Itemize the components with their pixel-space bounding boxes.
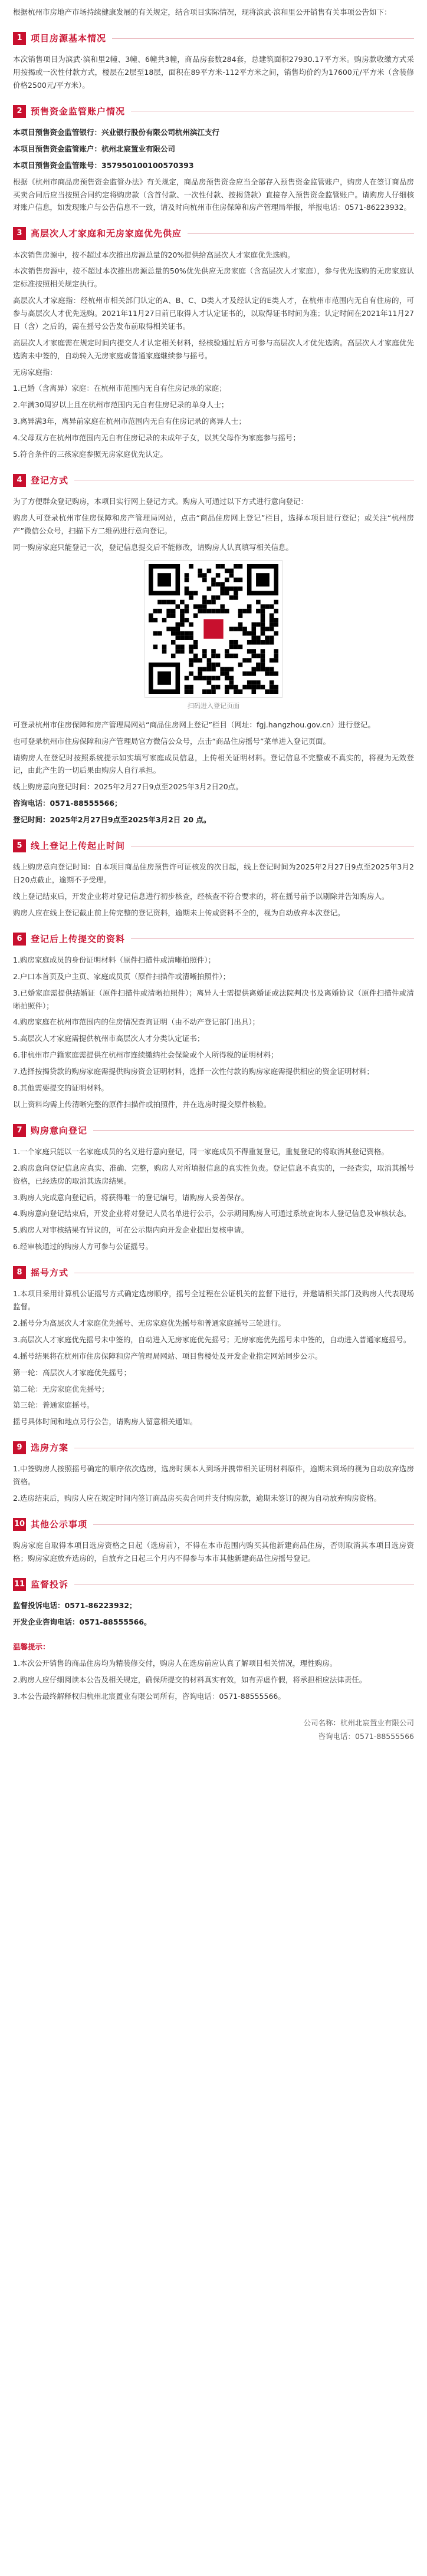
section-paragraph: 可登录杭州市住房保障和房产管理局网站“商品住房网上登记”栏目（网址：fgj.hangzhou.gov.cn）进行登记。	[13, 720, 375, 729]
section-title: 登记方式	[31, 475, 69, 486]
section-header	[13, 1440, 414, 1455]
section-paragraph: 高层次人才家庭需在规定时间内提交人才认定相关材料，经核验通过后方可参与高层次人才优先选购。高层次人才家庭优先选购未中签的，自动转入无房家庭或普通家庭继续参与摇号。	[13, 338, 414, 360]
section-paragraph: 本项目预售资金监管账号：357950100100570393	[13, 160, 194, 170]
section-header	[13, 838, 414, 854]
section-title: 登记后上传提交的资料	[31, 933, 126, 944]
qr-caption: 扫码进入登记页面	[188, 701, 239, 710]
section-paragraph: 第三轮：普通家庭摇号。	[13, 1401, 94, 1410]
section-paragraph: 2.年满30周岁以上且在杭州市范围内无自有住房记录的单身人士；	[13, 400, 229, 410]
section-paragraph: 5.符合条件的三孩家庭参照无房家庭优先认定。	[13, 449, 167, 459]
warm-tip-item: 1.本次公开销售的商品住房均为精装修交付，购房人在选房前应认真了解项目相关情况，理性购房。	[13, 1658, 337, 1668]
section-divider	[131, 938, 414, 939]
section-number-badge: 9	[13, 1441, 26, 1454]
section-2	[13, 104, 414, 215]
section-paragraph: 3.离异满3年，离异前家庭在杭州市范围内无自有住房记录的离异人士；	[13, 417, 246, 426]
section-header	[13, 31, 414, 46]
section-10	[13, 1517, 414, 1565]
section-paragraph: 1.购房家庭成员的身份证明材料（原件扫描件或清晰拍照件）；	[13, 955, 216, 964]
section-divider	[188, 233, 414, 234]
section-number-badge: 11	[13, 1578, 26, 1591]
section-title: 项目房源基本情况	[31, 32, 107, 44]
section-paragraph: 购房家庭自取得本项目选房资格之日起（选房前），不得在本市范围内购买其他新建商品住房，否则取消其本项目选房资格；购房家庭放弃选房的，自放弃之日起三个月内不得参与本市其他新建商品住房摇号登记。	[13, 1541, 414, 1563]
section-paragraph: 5.高层次人才家庭需提供杭州市高层次人才分类认定证书；	[13, 1034, 205, 1043]
section-paragraph: 3.高层次人才家庭优先摇号未中签的，自动进入无房家庭优先摇号；无房家庭优先摇号未中签的，自动进入普通家庭摇号。	[13, 1335, 411, 1344]
section-header	[13, 931, 414, 947]
section-divider	[93, 1130, 414, 1131]
section-11	[13, 1577, 414, 1629]
section-paragraph: 2.购房意向登记信息应真实、准确、完整，购房人对所填报信息的真实性负责。登记信息不真实的，一经查实，取消其摇号资格，已经选房的取消其选房结果。	[13, 1163, 414, 1185]
section-paragraph: 无房家庭指：	[13, 367, 58, 377]
section-number-badge: 5	[13, 839, 26, 852]
warm-tip	[13, 1641, 414, 1703]
section-header	[13, 473, 414, 488]
sections-container	[13, 31, 414, 1629]
section-paragraph: 本次销售项目为滨武·滨和里2幢、3幢、6幢共3幢，商品房套数284套，总建筑面积27930.17平方米。购房款收缴方式采用按揭或一次性付款方式，楼层在2层至18层，面积在89平方米-112平方米之间，销售均价约为17600元/平方米（含装修价格2500元/平方米）。	[13, 55, 414, 90]
section-5	[13, 838, 414, 920]
section-paragraph: 根据《杭州市商品房预售资金监管办法》有关规定，商品房预售资金应当全部存入预售资金监管账户，购房人在签订商品房买卖合同后应当按照合同约定将购房款（含首付款、一次性付款、按揭贷款）直接存入预售资金监管账户。请购房人仔细核对账户信息，如发现账户与公告信息不一致，请及时向杭州市住房保障和房产管理局举报，举报电话：0571-86223932。	[13, 177, 414, 212]
section-header	[13, 226, 414, 241]
section-title: 选房方案	[31, 1442, 69, 1454]
section-number-badge: 1	[13, 32, 26, 45]
section-paragraph: 8.其他需要提交的证明材料。	[13, 1083, 109, 1092]
section-4	[13, 473, 414, 826]
section-paragraph: 4.父母双方在杭州市范围内无自有住房记录的未成年子女，以其父母作为家庭参与摇号；	[13, 433, 300, 442]
section-paragraph: 1.已婚（含离异）家庭：在杭州市范围内无自有住房记录的家庭；	[13, 384, 226, 393]
section-paragraph: 4.购房家庭在杭州市范围内的住房情况查询证明（由不动产登记部门出具）；	[13, 1017, 260, 1027]
section-paragraph: 6.经审核通过的购房人方可参与公证摇号。	[13, 1242, 153, 1251]
section-paragraph: 本项目预售资金监管账户：杭州北宸置业有限公司	[13, 144, 176, 153]
section-header	[13, 1123, 414, 1138]
section-paragraph: 同一购房家庭只能登记一次，登记信息提交后不能修改，请购房人认真填写相关信息。	[13, 542, 294, 552]
section-header	[13, 1577, 414, 1592]
footer	[13, 1716, 414, 1744]
section-paragraph: 为了方便群众登记购房，本项目实行网上登记方式。购房人可通过以下方式进行意向登记：	[13, 497, 308, 506]
section-paragraph: 1.中签购房人按照摇号确定的顺序依次选房，选房时须本人到场并携带相关证明材料原件，逾期未到场的视为自动放弃选房资格。	[13, 1464, 414, 1487]
section-paragraph: 2.摇号分为高层次人才家庭优先摇号、无房家庭优先摇号和普通家庭摇号三轮进行。	[13, 1319, 285, 1327]
warm-tip-item: 2.购房人应仔细阅读本公告及相关规定，确保所提交的材料真实有效，如有弄虚作假，将承担相应法律责任。	[13, 1675, 367, 1684]
section-paragraph: 以上资料均需上传清晰完整的原件扫描件或拍照件，并在选房时提交原件核验。	[13, 1099, 271, 1109]
warm-tip-item: 3.本公告最终解释权归杭州北宸置业有限公司所有，咨询电话：0571-88555566。	[13, 1691, 285, 1701]
section-paragraph: 摇号具体时间和地点另行公告，请购房人留意相关通知。	[13, 1417, 198, 1427]
section-paragraph: 线上登记结束后，开发企业将对登记信息进行初步核查，经核查不符合要求的，将在摇号前予以剔除并告知购房人。	[13, 891, 389, 901]
section-number-badge: 10	[13, 1518, 26, 1531]
section-paragraph: 线上购房意向登记时间：自本项目商品住房预售许可证核发的次日起，线上登记时间为2025年2月27日9点至2025年3月2日20点截止，逾期不予受理。	[13, 862, 414, 884]
section-number-badge: 6	[13, 933, 26, 946]
section-paragraph: 购房人应在线上登记截止前上传完整的登记资料，逾期未上传或资料不全的，视为自动放弃本次登记。	[13, 908, 345, 917]
section-8	[13, 1265, 414, 1428]
section-title: 预售资金监管账户情况	[31, 106, 126, 117]
section-paragraph: 开发企业咨询电话：0571-88555566。	[13, 1618, 152, 1627]
section-paragraph: 高层次人才家庭指：经杭州市相关部门认定的A、B、C、D类人才及经认定的E类人才，在杭州市范围内无自有住房的，可参与高层次人才优先选购。2021年11月27日前已取得人才认定证书的，以取得证书时间为准；认定时间在2021年11月27日（含）之后的，需在摇号公告发布前取得相关证书。	[13, 296, 414, 331]
section-number-badge: 7	[13, 1124, 26, 1137]
section-title: 摇号方式	[31, 1267, 69, 1278]
section-paragraph: 3.购房人完成意向登记后，将获得唯一的登记编号，请购房人妥善保存。	[13, 1193, 249, 1202]
section-9	[13, 1440, 414, 1505]
section-paragraph: 本次销售房源中，按不超过本次推出房源总量的20%提供给高层次人才家庭优先选购。	[13, 250, 295, 259]
section-paragraph: 3.已婚家庭需提供结婚证（原件扫描件或清晰拍照件）；离异人士需提供离婚证或法院判决书及离婚协议（原件扫描件或清晰拍照件）；	[13, 988, 414, 1010]
section-paragraph: 6.非杭州市户籍家庭需提供在杭州市连续缴纳社会保险或个人所得税的证明材料；	[13, 1050, 278, 1060]
section-divider	[112, 38, 414, 39]
section-number-badge: 8	[13, 1266, 26, 1279]
section-title: 购房意向登记	[31, 1125, 88, 1136]
section-number-badge: 4	[13, 474, 26, 487]
section-paragraph: 线上购房意向登记时间：2025年2月27日9点至2025年3月2日20点。	[13, 782, 243, 792]
section-paragraph: 本次销售房源中，按不超过本次推出房源总量的50%优先供应无房家庭（含高层次人才家庭），参与优先选购的无房家庭认定标准按照相关规定执行。	[13, 266, 414, 289]
section-divider	[93, 1524, 414, 1525]
section-3	[13, 226, 414, 461]
section-paragraph: 登记时间：2025年2月27日9点至2025年3月2日 20 点。	[13, 815, 211, 824]
section-title: 监督投诉	[31, 1579, 69, 1590]
section-paragraph: 5.购房人对审核结果有异议的，可在公示期内向开发企业提出复核申请。	[13, 1226, 249, 1235]
qr-code-icon[interactable]	[144, 560, 283, 698]
warm-tip-list	[13, 1657, 414, 1703]
section-1	[13, 31, 414, 92]
section-paragraph: 监督投诉电话：0571-86223932；	[13, 1601, 137, 1610]
section-paragraph: 请购房人在登记时按照系统提示如实填写家庭成员信息，上传相关证明材料。登记信息不完整或不真实的，将视为无效登记，由此产生的一切后果由购房人自行承担。	[13, 753, 414, 775]
footer-company: 公司名称：杭州北宸置业有限公司	[303, 1718, 414, 1727]
section-paragraph: 7.选择按揭贷款的购房家庭需提供购房资金证明材料，选择一次性付款的购房家庭需提供相应的资金证明材料；	[13, 1067, 374, 1076]
section-paragraph: 1.一个家庭只能以一名家庭成员的名义进行意向登记，同一家庭成员不得重复登记，重复登记的将取消其登记资格。	[13, 1147, 389, 1156]
section-paragraph: 购房人可登录杭州市住房保障和房产管理局网站，点击“商品住房网上登记”栏目，选择本项目进行登记；或关注“杭州房产”微信公众号，扫描下方二维码进行意向登记。	[13, 513, 414, 535]
section-paragraph: 2.户口本首页及户主页、家庭成员页（原件扫描件或清晰拍照件）；	[13, 971, 231, 981]
section-number-badge: 3	[13, 227, 26, 240]
section-paragraph: 第一轮：高层次人才家庭优先摇号；	[13, 1368, 132, 1377]
section-paragraph: 本项目预售资金监管银行：兴业银行股份有限公司杭州滨江支行	[13, 128, 220, 137]
section-header	[13, 1517, 414, 1532]
section-paragraph: 也可登录杭州市住房保障和房产管理局官方微信公众号，点击“商品住房摇号”菜单进入登记页面。	[13, 736, 330, 746]
section-header	[13, 104, 414, 119]
section-7	[13, 1123, 414, 1253]
section-title: 其他公示事项	[31, 1519, 88, 1530]
intro-paragraph: 根据杭州市房地产市场持续健康发展的有关规定，结合项目实际情况，现将滨武·滨和里公开销售有关事项公告如下：	[13, 8, 392, 17]
warm-tip-title: 温馨提示：	[13, 1642, 50, 1651]
section-paragraph: 咨询电话：0571-88555566；	[13, 799, 122, 808]
section-number-badge: 2	[13, 105, 26, 118]
section-paragraph: 4.摇号结果将在杭州市住房保障和房产管理局网站、项目售楼处及开发企业指定网站同步公示。	[13, 1351, 323, 1361]
section-paragraph: 1.本项目采用计算机公证摇号方式确定选房顺序，摇号全过程在公证机关的监督下进行，并邀请相关部门及购房人代表现场监督。	[13, 1289, 414, 1312]
qr-block	[13, 560, 414, 711]
section-title: 高层次人才家庭和无房家庭优先供应	[31, 228, 182, 239]
section-paragraph: 2.选房结束后，购房人应在规定时间内签订商品房买卖合同并支付购房款，逾期未签订的视为自动放弃购房资格。	[13, 1494, 382, 1503]
section-paragraph: 4.购房意向登记结束后，开发企业将对登记人员名单进行公示，公示期间购房人可通过系统查询本人登记信息及审核状态。	[13, 1209, 411, 1218]
footer-contact: 咨询电话：0571-88555566	[318, 1732, 414, 1741]
section-title: 线上登记上传起止时间	[31, 840, 126, 851]
section-6	[13, 931, 414, 1111]
section-header	[13, 1265, 414, 1280]
section-paragraph: 第二轮：无房家庭优先摇号；	[13, 1384, 109, 1394]
